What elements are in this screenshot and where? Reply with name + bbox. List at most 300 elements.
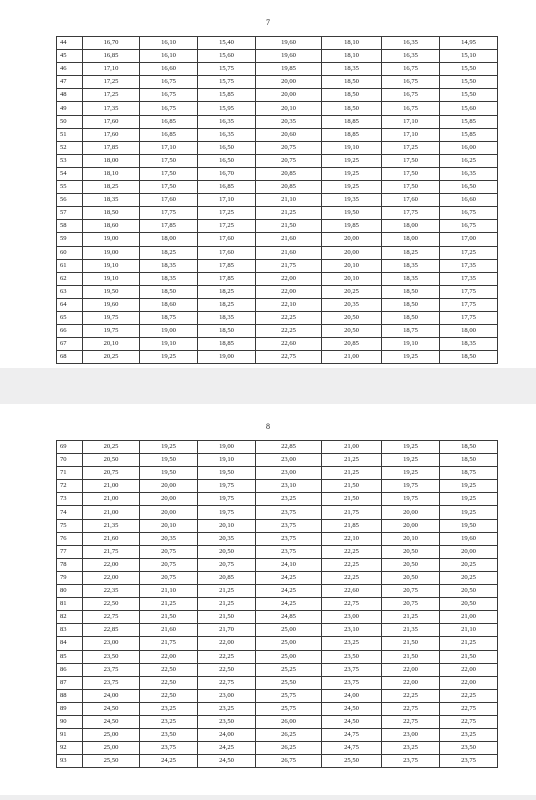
row-number-cell: 62 [57,272,83,285]
value-cell: 17,50 [140,154,198,167]
value-cell: 18,25 [198,285,256,298]
value-cell: 23,00 [322,611,382,624]
value-cell: 20,50 [83,454,140,467]
value-cell: 23,00 [83,637,140,650]
table-row [57,311,498,324]
value-cell: 22,60 [256,338,322,351]
value-cell: 24,50 [83,702,140,715]
value-cell: 21,50 [140,611,198,624]
table-row [57,298,498,311]
value-cell: 16,70 [198,167,256,180]
table-row [57,115,498,128]
value-cell: 17,35 [440,272,498,285]
value-cell: 21,75 [140,637,198,650]
value-cell: 18,85 [322,115,382,128]
value-cell: 21,75 [83,545,140,558]
value-cell: 18,35 [322,63,382,76]
value-cell: 21,50 [440,650,498,663]
value-cell: 20,00 [140,506,198,519]
value-cell: 17,35 [440,259,498,272]
value-cell: 15,50 [440,63,498,76]
value-cell: 18,50 [440,441,498,454]
value-cell: 23,75 [256,519,322,532]
value-cell: 24,25 [256,585,322,598]
value-cell: 19,50 [140,454,198,467]
value-cell: 20,85 [256,167,322,180]
value-cell: 17,00 [440,233,498,246]
table-row [57,506,498,519]
value-cell: 15,95 [198,102,256,115]
value-cell: 19,60 [256,50,322,63]
table-row [57,102,498,115]
table-row [57,50,498,63]
value-cell: 15,85 [440,128,498,141]
value-cell: 23,25 [382,742,440,755]
value-cell: 24,00 [198,729,256,742]
value-cell: 16,75 [140,89,198,102]
value-cell: 22,35 [83,585,140,598]
table-row [57,246,498,259]
value-cell: 18,50 [322,76,382,89]
row-number-cell: 50 [57,115,83,128]
row-number-cell: 44 [57,37,83,50]
value-cell: 20,75 [382,585,440,598]
value-cell: 18,75 [140,311,198,324]
row-number-cell: 93 [57,755,83,768]
value-cell: 20,35 [322,298,382,311]
value-cell: 20,85 [198,571,256,584]
value-cell: 20,50 [382,558,440,571]
row-number-cell: 67 [57,338,83,351]
value-cell: 16,60 [440,194,498,207]
value-cell: 15,50 [440,76,498,89]
value-cell: 17,60 [83,128,140,141]
value-cell: 20,75 [382,598,440,611]
value-cell: 22,25 [322,558,382,571]
value-cell: 21,50 [382,650,440,663]
row-number-cell: 77 [57,545,83,558]
value-cell: 19,25 [140,351,198,364]
row-number-cell: 46 [57,63,83,76]
table-row [57,325,498,338]
value-cell: 23,75 [440,755,498,768]
value-cell: 25,75 [256,689,322,702]
value-cell: 21,25 [256,207,322,220]
value-cell: 22,00 [256,285,322,298]
value-cell: 25,00 [256,624,322,637]
value-cell: 26,75 [256,755,322,768]
value-cell: 19,25 [382,441,440,454]
table-row [57,141,498,154]
value-cell: 20,25 [83,441,140,454]
value-cell: 22,00 [83,571,140,584]
value-cell: 18,35 [440,338,498,351]
value-cell: 17,50 [382,154,440,167]
value-cell: 20,50 [440,585,498,598]
table-row [57,650,498,663]
value-cell: 23,00 [198,689,256,702]
value-cell: 15,40 [198,37,256,50]
value-cell: 21,60 [256,246,322,259]
table-body [57,37,498,364]
value-cell: 22,75 [256,351,322,364]
value-cell: 22,00 [440,676,498,689]
value-cell: 16,10 [140,37,198,50]
table-row [57,233,498,246]
table-row [57,598,498,611]
value-cell: 21,25 [322,454,382,467]
value-cell: 22,00 [382,676,440,689]
row-number-cell: 45 [57,50,83,63]
value-cell: 19,10 [83,259,140,272]
row-number-cell: 74 [57,506,83,519]
table-row [57,338,498,351]
value-cell: 24,00 [83,689,140,702]
value-cell: 21,25 [322,467,382,480]
value-cell: 17,50 [140,181,198,194]
value-cell: 25,00 [83,742,140,755]
value-cell: 23,50 [83,650,140,663]
table-row [57,272,498,285]
row-number-cell: 81 [57,598,83,611]
value-cell: 17,10 [382,128,440,141]
value-cell: 21,25 [198,598,256,611]
value-cell: 21,60 [83,532,140,545]
row-number-cell: 87 [57,676,83,689]
row-number-cell: 90 [57,715,83,728]
value-cell: 20,00 [322,233,382,246]
value-cell: 22,75 [382,702,440,715]
value-cell: 17,25 [83,76,140,89]
value-cell: 21,00 [83,493,140,506]
value-cell: 23,75 [322,676,382,689]
value-cell: 16,75 [382,76,440,89]
value-cell: 17,75 [440,285,498,298]
value-cell: 23,10 [256,480,322,493]
table-row [57,181,498,194]
value-cell: 21,10 [440,624,498,637]
value-cell: 20,00 [256,76,322,89]
row-number-cell: 69 [57,441,83,454]
value-cell: 22,25 [322,571,382,584]
value-cell: 22,75 [440,715,498,728]
value-cell: 18,25 [140,246,198,259]
table-row [57,755,498,768]
value-cell: 22,25 [256,325,322,338]
value-cell: 19,60 [440,532,498,545]
row-number-cell: 83 [57,624,83,637]
row-number-cell: 86 [57,663,83,676]
value-cell: 22,50 [140,676,198,689]
value-cell: 19,00 [198,441,256,454]
value-cell: 16,70 [83,37,140,50]
value-cell: 24,25 [140,755,198,768]
value-cell: 19,10 [198,454,256,467]
row-number-cell: 88 [57,689,83,702]
value-cell: 24,50 [83,715,140,728]
table-row [57,285,498,298]
table-row [57,480,498,493]
value-cell: 19,50 [83,285,140,298]
table-row [57,220,498,233]
value-cell: 17,10 [83,63,140,76]
value-cell: 16,85 [140,115,198,128]
table-row [57,637,498,650]
value-cell: 19,25 [382,351,440,364]
value-cell: 20,75 [256,154,322,167]
value-cell: 25,25 [256,663,322,676]
row-number-cell: 66 [57,325,83,338]
value-cell: 20,75 [256,141,322,154]
value-cell: 19,10 [83,272,140,285]
value-cell: 23,00 [256,454,322,467]
value-cell: 18,25 [382,246,440,259]
value-cell: 16,10 [140,50,198,63]
row-number-cell: 75 [57,519,83,532]
table-row [57,493,498,506]
value-cell: 20,00 [382,506,440,519]
value-cell: 20,25 [440,558,498,571]
value-cell: 19,10 [382,338,440,351]
value-cell: 20,10 [83,338,140,351]
table-row [57,676,498,689]
table-row [57,259,498,272]
value-cell: 20,25 [83,351,140,364]
value-cell: 20,50 [198,545,256,558]
value-cell: 22,85 [256,441,322,454]
value-cell: 20,00 [382,519,440,532]
value-cell: 18,10 [83,167,140,180]
table-row [57,351,498,364]
value-cell: 20,50 [322,311,382,324]
table-row [57,689,498,702]
value-cell: 22,75 [440,702,498,715]
value-cell: 19,75 [83,325,140,338]
value-cell: 22,00 [198,637,256,650]
value-cell: 18,50 [322,102,382,115]
value-cell: 26,25 [256,742,322,755]
value-cell: 15,75 [198,76,256,89]
value-cell: 19,25 [382,467,440,480]
row-number-cell: 79 [57,571,83,584]
table-row [57,571,498,584]
value-cell: 19,25 [440,506,498,519]
value-cell: 19,85 [322,220,382,233]
value-cell: 22,00 [83,558,140,571]
value-cell: 17,50 [140,167,198,180]
value-cell: 20,25 [322,285,382,298]
value-cell: 20,75 [140,545,198,558]
value-cell: 21,25 [140,598,198,611]
row-number-cell: 80 [57,585,83,598]
value-cell: 18,50 [140,285,198,298]
value-cell: 20,00 [140,480,198,493]
value-cell: 25,00 [83,729,140,742]
value-cell: 20,35 [140,532,198,545]
table-row [57,558,498,571]
row-number-cell: 92 [57,742,83,755]
value-cell: 20,75 [140,558,198,571]
value-cell: 25,50 [83,755,140,768]
value-cell: 17,25 [382,141,440,154]
value-cell: 15,50 [440,89,498,102]
table-row [57,154,498,167]
row-number-cell: 49 [57,102,83,115]
value-cell: 19,50 [440,519,498,532]
row-number-cell: 91 [57,729,83,742]
value-cell: 24,85 [256,611,322,624]
value-cell: 18,00 [83,154,140,167]
table-row [57,545,498,558]
value-cell: 20,10 [198,519,256,532]
page-gap [0,795,536,800]
value-cell: 23,75 [140,742,198,755]
value-cell: 16,75 [140,76,198,89]
value-cell: 20,10 [140,519,198,532]
value-cell: 16,50 [198,141,256,154]
value-cell: 22,25 [256,311,322,324]
value-cell: 20,10 [322,259,382,272]
value-cell: 20,00 [322,246,382,259]
value-cell: 20,35 [256,115,322,128]
value-cell: 19,60 [256,37,322,50]
value-cell: 21,25 [382,611,440,624]
value-cell: 16,50 [198,154,256,167]
value-cell: 18,50 [322,89,382,102]
row-number-cell: 55 [57,181,83,194]
value-cell: 19,25 [440,480,498,493]
value-cell: 20,00 [256,89,322,102]
value-cell: 18,85 [322,128,382,141]
row-number-cell: 89 [57,702,83,715]
value-cell: 18,35 [140,259,198,272]
value-cell: 23,25 [256,493,322,506]
value-cell: 15,60 [198,50,256,63]
value-cell: 23,25 [322,637,382,650]
value-cell: 20,10 [382,532,440,545]
value-cell: 21,60 [256,233,322,246]
table-row [57,611,498,624]
value-cell: 25,00 [256,650,322,663]
value-cell: 24,75 [322,742,382,755]
value-cell: 23,75 [322,663,382,676]
table-row [57,715,498,728]
row-number-cell: 72 [57,480,83,493]
value-cell: 17,10 [382,115,440,128]
value-cell: 22,00 [256,272,322,285]
table-row [57,454,498,467]
value-cell: 15,75 [198,63,256,76]
value-cell: 21,00 [440,611,498,624]
row-number-cell: 51 [57,128,83,141]
table-row [57,441,498,454]
value-cell: 23,50 [440,742,498,755]
table-body [57,441,498,768]
value-cell: 17,25 [198,207,256,220]
value-cell: 22,75 [322,598,382,611]
row-number-cell: 76 [57,532,83,545]
value-cell: 19,75 [198,480,256,493]
value-cell: 18,00 [382,233,440,246]
value-cell: 24,50 [322,702,382,715]
value-cell: 20,50 [382,545,440,558]
value-cell: 17,60 [198,246,256,259]
value-cell: 22,25 [322,545,382,558]
value-cell: 19,50 [322,207,382,220]
value-cell: 15,85 [440,115,498,128]
value-cell: 18,50 [440,351,498,364]
page-number: 8 [266,422,270,431]
row-number-cell: 71 [57,467,83,480]
value-cell: 22,50 [198,663,256,676]
value-cell: 23,50 [140,729,198,742]
value-cell: 19,50 [140,467,198,480]
price-table [56,440,498,768]
value-cell: 20,35 [198,532,256,545]
value-cell: 19,75 [198,506,256,519]
value-cell: 17,50 [382,167,440,180]
row-number-cell: 58 [57,220,83,233]
value-cell: 18,35 [198,311,256,324]
table-row [57,128,498,141]
value-cell: 20,75 [140,571,198,584]
value-cell: 22,75 [198,676,256,689]
table-row [57,624,498,637]
row-number-cell: 52 [57,141,83,154]
price-table [56,36,498,364]
value-cell: 20,25 [440,571,498,584]
value-cell: 20,85 [256,181,322,194]
row-number-cell: 63 [57,285,83,298]
value-cell: 21,50 [322,493,382,506]
row-number-cell: 57 [57,207,83,220]
value-cell: 24,50 [198,755,256,768]
document-page-8 [0,404,536,800]
value-cell: 16,35 [382,37,440,50]
value-cell: 21,75 [256,259,322,272]
value-cell: 22,00 [140,650,198,663]
value-cell: 23,75 [83,663,140,676]
value-cell: 16,35 [382,50,440,63]
value-cell: 21,60 [140,624,198,637]
row-number-cell: 65 [57,311,83,324]
value-cell: 19,25 [322,181,382,194]
value-cell: 22,50 [140,689,198,702]
value-cell: 16,75 [440,220,498,233]
value-cell: 20,75 [83,467,140,480]
value-cell: 19,00 [83,233,140,246]
document-page-7 [0,0,536,368]
value-cell: 23,75 [256,545,322,558]
value-cell: 22,75 [83,611,140,624]
value-cell: 17,25 [198,220,256,233]
value-cell: 25,50 [322,755,382,768]
value-cell: 22,10 [322,532,382,545]
value-cell: 16,35 [198,128,256,141]
value-cell: 19,75 [382,480,440,493]
value-cell: 17,85 [83,141,140,154]
table-row [57,63,498,76]
value-cell: 21,00 [322,441,382,454]
value-cell: 24,25 [256,598,322,611]
value-cell: 14,95 [440,37,498,50]
value-cell: 16,75 [382,89,440,102]
value-cell: 18,85 [198,338,256,351]
table-row [57,519,498,532]
value-cell: 21,00 [322,351,382,364]
value-cell: 24,25 [198,742,256,755]
value-cell: 24,10 [256,558,322,571]
